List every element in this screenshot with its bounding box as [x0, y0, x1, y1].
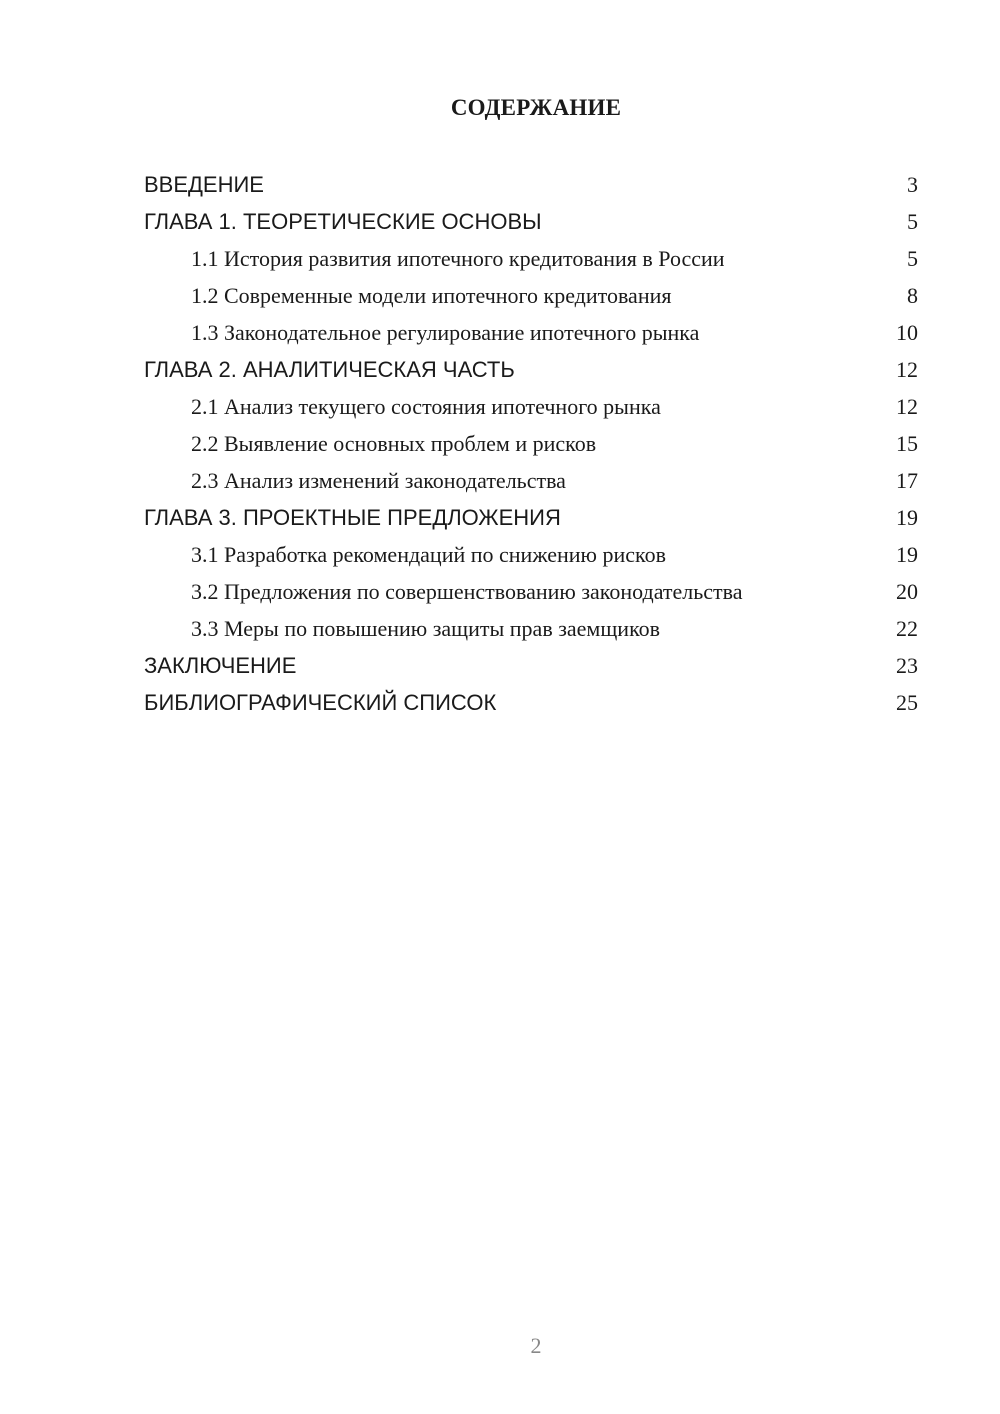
toc-entry-label: 1.3 Законодательное регулирование ипотечного рынка [191, 320, 700, 345]
toc-entry-page: 23 [896, 653, 918, 678]
toc-entry-label: ГЛАВА 2. АНАЛИТИЧЕСКАЯ ЧАСТЬ [144, 357, 515, 382]
toc-entry-page: 5 [907, 209, 918, 234]
toc-entry-section-1-2[interactable] [144, 277, 918, 314]
toc-entry-chapter-2[interactable] [144, 351, 918, 388]
toc-entry-page: 10 [896, 320, 918, 345]
toc-entry-section-1-3[interactable] [144, 314, 918, 351]
toc-entry-page: 15 [896, 431, 918, 456]
toc-entry-label: 1.1 История развития ипотечного кредитования в России [191, 246, 725, 271]
toc-entry-label: 2.2 Выявление основных проблем и рисков [191, 431, 597, 456]
toc-entry-section-3-1[interactable] [144, 536, 918, 573]
toc-entry-label: 3.2 Предложения по совершенствованию законодательства [191, 579, 743, 604]
toc-entry-page: 20 [896, 579, 918, 604]
toc-entry-page: 17 [896, 468, 918, 493]
toc-entry-page: 25 [896, 690, 918, 715]
toc-entry-section-2-3[interactable] [144, 462, 918, 499]
toc-entry-section-3-3[interactable] [144, 610, 918, 647]
page-title: СОДЕРЖАНИЕ [450, 95, 622, 120]
toc-entry-label: ГЛАВА 3. ПРОЕКТНЫЕ ПРЕДЛОЖЕНИЯ [144, 505, 561, 530]
toc-entry-section-2-2[interactable] [144, 425, 918, 462]
toc-entry-label: 3.3 Меры по повышению защиты прав заемщиков [191, 616, 661, 641]
toc-entry-page: 8 [907, 283, 918, 308]
toc-entry-section-3-2[interactable] [144, 573, 918, 610]
toc-entry-chapter-3[interactable] [144, 499, 918, 536]
toc-entry-section-1-1[interactable] [144, 240, 918, 277]
table-of-contents [144, 166, 918, 721]
toc-entry-label: ВВЕДЕНИЕ [144, 172, 264, 197]
toc-entry-page: 22 [896, 616, 918, 641]
toc-entry-page: 19 [896, 542, 918, 567]
toc-entry-chapter-1[interactable] [144, 203, 918, 240]
toc-entry-section-2-1[interactable] [144, 388, 918, 425]
toc-entry-introduction[interactable] [144, 166, 918, 203]
toc-entry-page: 12 [896, 394, 918, 419]
toc-entry-label: БИБЛИОГРАФИЧЕСКИЙ СПИСОК [144, 690, 497, 715]
toc-entry-conclusion[interactable] [144, 647, 918, 684]
toc-entry-label: 2.3 Анализ изменений законодательства [191, 468, 566, 493]
toc-entry-label: 3.1 Разработка рекомендаций по снижению рисков [191, 542, 666, 567]
toc-entry-page: 12 [896, 357, 918, 382]
toc-entry-label: ГЛАВА 1. ТЕОРЕТИЧЕСКИЕ ОСНОВЫ [144, 209, 542, 234]
page-number: 2 [530, 1333, 542, 1358]
toc-entry-page: 19 [896, 505, 918, 530]
toc-entry-label: ЗАКЛЮЧЕНИЕ [144, 653, 297, 678]
toc-entry-page: 3 [907, 172, 918, 197]
toc-entry-bibliography[interactable] [144, 684, 918, 721]
toc-entry-label: 2.1 Анализ текущего состояния ипотечного рынка [191, 394, 661, 419]
toc-entry-page: 5 [907, 246, 918, 271]
toc-entry-label: 1.2 Современные модели ипотечного кредитования [191, 283, 672, 308]
